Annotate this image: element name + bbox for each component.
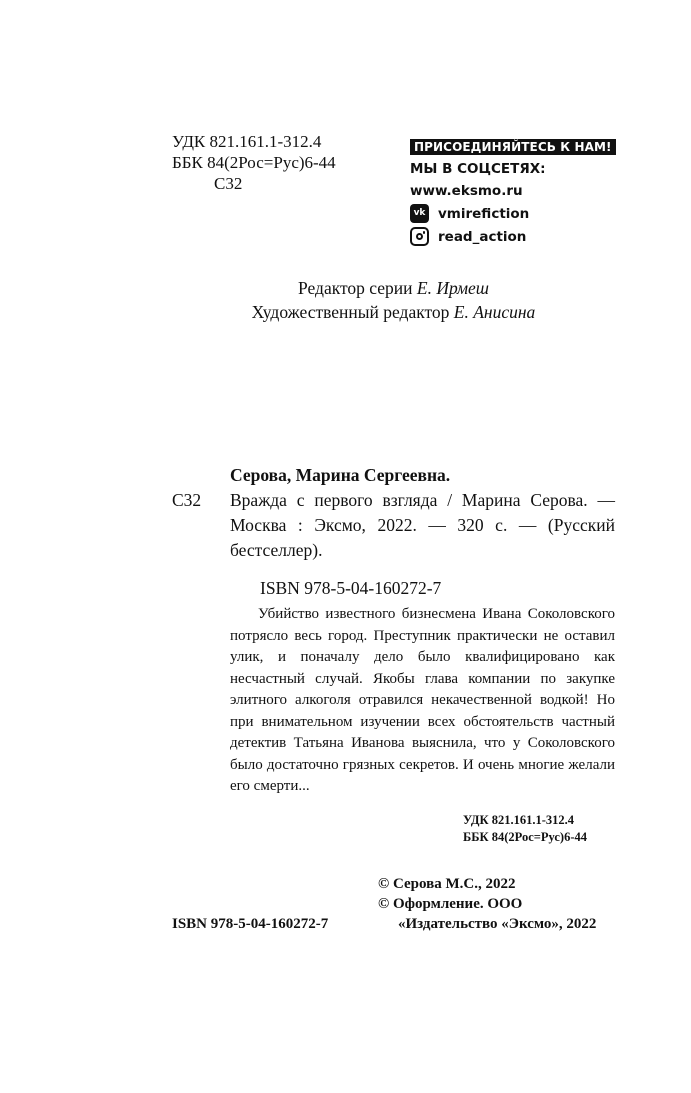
bbk-code: ББК 84(2Рос=Рус)6-44 bbox=[172, 153, 336, 172]
art-editor-label: Художественный редактор bbox=[251, 302, 450, 322]
social-heading: МЫ В СОЦСЕТЯХ: bbox=[410, 161, 546, 177]
vk-row[interactable] bbox=[410, 202, 616, 225]
art-editor-name: Е. Анисина bbox=[453, 302, 536, 322]
join-badge: ПРИСОЕДИНЯЙТЕСЬ К НАМ! bbox=[410, 139, 616, 155]
udk-code: УДК 821.161.1-312.4 bbox=[172, 132, 322, 151]
record-code: С32 bbox=[172, 490, 202, 510]
art-editor bbox=[172, 300, 615, 324]
instagram-icon bbox=[410, 227, 429, 246]
record-description: Вражда с первого взгляда / Марина Серова. — Москва : Эксмо, 2022. — 320 с. — (Русский бестселлер). bbox=[230, 490, 615, 560]
classification-block bbox=[172, 131, 336, 194]
udk-code-bottom: УДК 821.161.1-312.4 bbox=[463, 813, 574, 827]
record-author: Серова, Марина Сергеевна. bbox=[230, 465, 451, 485]
instagram-handle: read_action bbox=[438, 228, 527, 245]
website-link[interactable]: www.eksmo.ru bbox=[410, 183, 523, 199]
bibliographic-record bbox=[172, 463, 615, 601]
series-editor-label: Редактор серии bbox=[298, 278, 413, 298]
series-editor bbox=[172, 276, 615, 300]
record-isbn: ISBN 978-5-04-160272-7 bbox=[260, 578, 442, 598]
annotation: Убийство известного бизнесмена Ивана Соколовского потрясло весь город. Преступник практически не оставил улик, и поначалу дело было квалифицировано как несчастный случай. Якобы глава компании по закупке элитного алкоголя отравился некачественной водкой! Но при внимательном изучении всех обстоятельств частный детектив Татьяна Иванова выяснила, что у Соколовского было достаточно грязных секретов. И очень многие желали его смерти... bbox=[230, 606, 615, 794]
classification-bottom bbox=[463, 812, 587, 846]
series-editor-name: Е. Ирмеш bbox=[416, 278, 489, 298]
editors-block bbox=[172, 276, 615, 324]
social-block bbox=[410, 136, 616, 248]
copyright-block bbox=[378, 874, 596, 934]
vk-icon: vk bbox=[410, 204, 429, 223]
copyright-design: © Оформление. ООО bbox=[378, 896, 523, 912]
instagram-row[interactable] bbox=[410, 225, 616, 248]
copyright-author: © Серова М.С., 2022 bbox=[378, 876, 516, 892]
vk-handle: vmirefiction bbox=[438, 205, 530, 222]
isbn-bottom: ISBN 978-5-04-160272-7 bbox=[172, 916, 329, 932]
author-mark: С32 bbox=[214, 174, 243, 193]
bbk-code-bottom: ББК 84(2Рос=Рус)6-44 bbox=[463, 830, 587, 844]
copyright-publisher: «Издательство «Эксмо», 2022 bbox=[398, 916, 597, 932]
